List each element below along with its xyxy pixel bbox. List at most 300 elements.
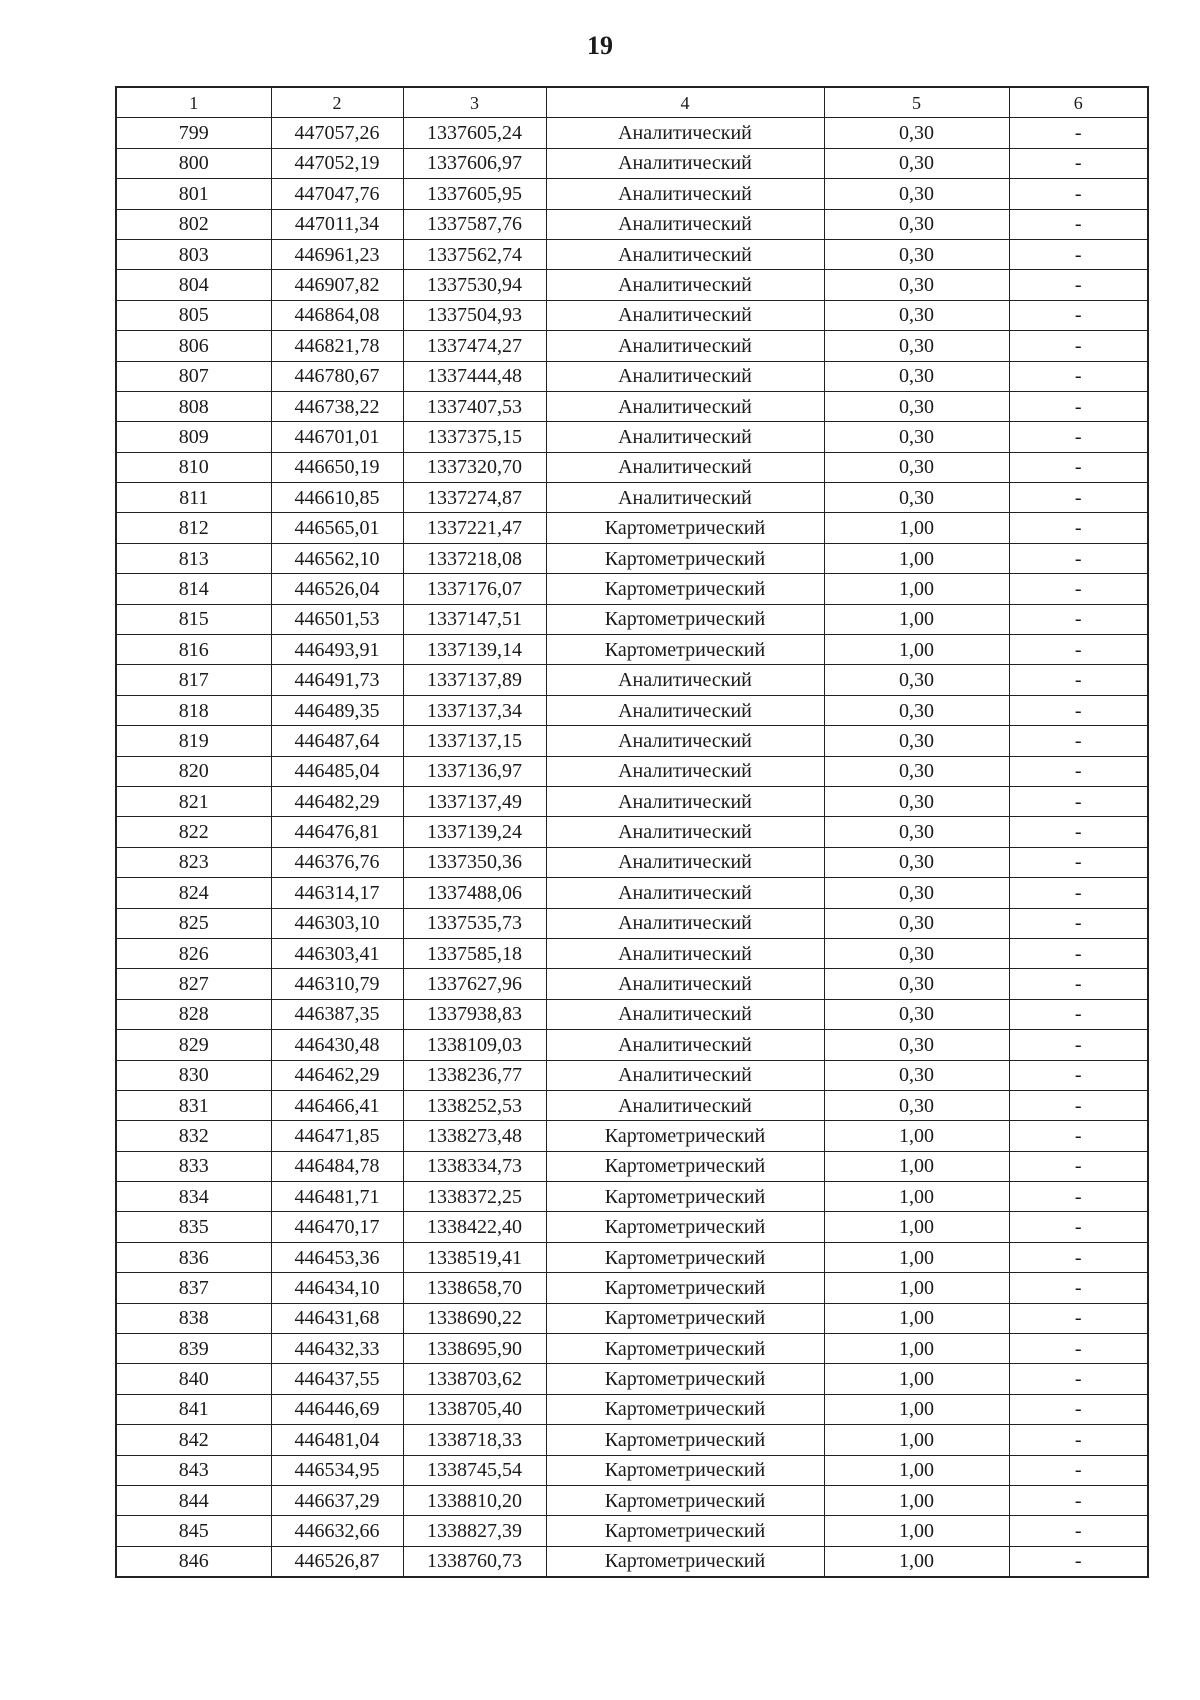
note-cell: - bbox=[1009, 938, 1148, 968]
point-number-cell: 821 bbox=[116, 786, 271, 816]
table-row bbox=[116, 1273, 1148, 1303]
accuracy-cell: 1,00 bbox=[824, 1485, 1009, 1515]
method-cell: Аналитический bbox=[546, 270, 824, 300]
accuracy-cell: 1,00 bbox=[824, 1151, 1009, 1181]
point-number-cell: 813 bbox=[116, 543, 271, 573]
table-row bbox=[116, 1242, 1148, 1272]
accuracy-cell: 0,30 bbox=[824, 1060, 1009, 1090]
y-coordinate-cell: 1338519,41 bbox=[403, 1242, 546, 1272]
table-row bbox=[116, 1090, 1148, 1120]
note-cell: - bbox=[1009, 483, 1148, 513]
point-number-cell: 820 bbox=[116, 756, 271, 786]
note-cell: - bbox=[1009, 209, 1148, 239]
method-cell: Аналитический bbox=[546, 331, 824, 361]
note-cell: - bbox=[1009, 1030, 1148, 1060]
point-number-cell: 834 bbox=[116, 1182, 271, 1212]
point-number-cell: 808 bbox=[116, 391, 271, 421]
x-coordinate-cell: 446526,87 bbox=[271, 1546, 403, 1577]
note-cell: - bbox=[1009, 665, 1148, 695]
x-coordinate-cell: 446701,01 bbox=[271, 422, 403, 452]
y-coordinate-cell: 1337488,06 bbox=[403, 878, 546, 908]
accuracy-cell: 1,00 bbox=[824, 1425, 1009, 1455]
table-row bbox=[116, 665, 1148, 695]
accuracy-cell: 0,30 bbox=[824, 118, 1009, 148]
x-coordinate-cell: 446526,04 bbox=[271, 574, 403, 604]
point-number-cell: 846 bbox=[116, 1546, 271, 1577]
x-coordinate-cell: 446821,78 bbox=[271, 331, 403, 361]
accuracy-cell: 1,00 bbox=[824, 635, 1009, 665]
accuracy-cell: 0,30 bbox=[824, 908, 1009, 938]
y-coordinate-cell: 1338334,73 bbox=[403, 1151, 546, 1181]
accuracy-cell: 0,30 bbox=[824, 331, 1009, 361]
accuracy-cell: 1,00 bbox=[824, 574, 1009, 604]
note-cell: - bbox=[1009, 1060, 1148, 1090]
x-coordinate-cell: 446489,35 bbox=[271, 695, 403, 725]
table-row bbox=[116, 938, 1148, 968]
method-cell: Аналитический bbox=[546, 726, 824, 756]
note-cell: - bbox=[1009, 786, 1148, 816]
table-row bbox=[116, 1546, 1148, 1577]
y-coordinate-cell: 1338422,40 bbox=[403, 1212, 546, 1242]
method-cell: Картометрический bbox=[546, 1546, 824, 1577]
point-number-cell: 833 bbox=[116, 1151, 271, 1181]
method-cell: Картометрический bbox=[546, 1455, 824, 1485]
table-row bbox=[116, 239, 1148, 269]
x-coordinate-cell: 446376,76 bbox=[271, 847, 403, 877]
method-cell: Картометрический bbox=[546, 1151, 824, 1181]
point-number-cell: 830 bbox=[116, 1060, 271, 1090]
x-coordinate-cell: 446481,71 bbox=[271, 1182, 403, 1212]
x-coordinate-cell: 446303,41 bbox=[271, 938, 403, 968]
accuracy-cell: 0,30 bbox=[824, 422, 1009, 452]
point-number-cell: 818 bbox=[116, 695, 271, 725]
y-coordinate-cell: 1337407,53 bbox=[403, 391, 546, 421]
table-row bbox=[116, 1394, 1148, 1424]
note-cell: - bbox=[1009, 756, 1148, 786]
note-cell: - bbox=[1009, 148, 1148, 178]
table-row bbox=[116, 513, 1148, 543]
table-row bbox=[116, 635, 1148, 665]
point-number-cell: 822 bbox=[116, 817, 271, 847]
method-cell: Аналитический bbox=[546, 361, 824, 391]
point-number-cell: 835 bbox=[116, 1212, 271, 1242]
x-coordinate-cell: 446610,85 bbox=[271, 483, 403, 513]
y-coordinate-cell: 1338658,70 bbox=[403, 1273, 546, 1303]
point-number-cell: 810 bbox=[116, 452, 271, 482]
point-number-cell: 824 bbox=[116, 878, 271, 908]
accuracy-cell: 1,00 bbox=[824, 1303, 1009, 1333]
x-coordinate-cell: 446430,48 bbox=[271, 1030, 403, 1060]
accuracy-cell: 0,30 bbox=[824, 786, 1009, 816]
method-cell: Картометрический bbox=[546, 1425, 824, 1455]
method-cell: Аналитический bbox=[546, 239, 824, 269]
method-cell: Картометрический bbox=[546, 1516, 824, 1546]
y-coordinate-cell: 1337350,36 bbox=[403, 847, 546, 877]
y-coordinate-cell: 1337137,89 bbox=[403, 665, 546, 695]
point-number-cell: 845 bbox=[116, 1516, 271, 1546]
note-cell: - bbox=[1009, 1121, 1148, 1151]
point-number-cell: 829 bbox=[116, 1030, 271, 1060]
table-row bbox=[116, 999, 1148, 1029]
accuracy-cell: 0,30 bbox=[824, 391, 1009, 421]
method-cell: Картометрический bbox=[546, 1242, 824, 1272]
method-cell: Картометрический bbox=[546, 1212, 824, 1242]
y-coordinate-cell: 1337605,24 bbox=[403, 118, 546, 148]
x-coordinate-cell: 446565,01 bbox=[271, 513, 403, 543]
note-cell: - bbox=[1009, 1455, 1148, 1485]
method-cell: Картометрический bbox=[546, 1394, 824, 1424]
accuracy-cell: 0,30 bbox=[824, 665, 1009, 695]
point-number-cell: 840 bbox=[116, 1364, 271, 1394]
note-cell: - bbox=[1009, 300, 1148, 330]
x-coordinate-cell: 446431,68 bbox=[271, 1303, 403, 1333]
accuracy-cell: 0,30 bbox=[824, 179, 1009, 209]
method-cell: Аналитический bbox=[546, 969, 824, 999]
y-coordinate-cell: 1337375,15 bbox=[403, 422, 546, 452]
y-coordinate-cell: 1337136,97 bbox=[403, 756, 546, 786]
x-coordinate-cell: 446632,66 bbox=[271, 1516, 403, 1546]
table-row bbox=[116, 574, 1148, 604]
note-cell: - bbox=[1009, 1394, 1148, 1424]
note-cell: - bbox=[1009, 331, 1148, 361]
accuracy-cell: 1,00 bbox=[824, 1273, 1009, 1303]
y-coordinate-cell: 1338827,39 bbox=[403, 1516, 546, 1546]
accuracy-cell: 1,00 bbox=[824, 1546, 1009, 1577]
note-cell: - bbox=[1009, 1425, 1148, 1455]
point-number-cell: 801 bbox=[116, 179, 271, 209]
point-number-cell: 803 bbox=[116, 239, 271, 269]
note-cell: - bbox=[1009, 391, 1148, 421]
column-header-1: 1 bbox=[116, 87, 271, 118]
table-row bbox=[116, 756, 1148, 786]
note-cell: - bbox=[1009, 1303, 1148, 1333]
method-cell: Аналитический bbox=[546, 756, 824, 786]
y-coordinate-cell: 1338273,48 bbox=[403, 1121, 546, 1151]
table-row bbox=[116, 483, 1148, 513]
accuracy-cell: 0,30 bbox=[824, 999, 1009, 1029]
point-number-cell: 841 bbox=[116, 1394, 271, 1424]
note-cell: - bbox=[1009, 422, 1148, 452]
table-row bbox=[116, 1425, 1148, 1455]
column-header-3: 3 bbox=[403, 87, 546, 118]
y-coordinate-cell: 1338760,73 bbox=[403, 1546, 546, 1577]
point-number-cell: 843 bbox=[116, 1455, 271, 1485]
note-cell: - bbox=[1009, 1151, 1148, 1181]
note-cell: - bbox=[1009, 726, 1148, 756]
method-cell: Аналитический bbox=[546, 422, 824, 452]
y-coordinate-cell: 1337504,93 bbox=[403, 300, 546, 330]
point-number-cell: 800 bbox=[116, 148, 271, 178]
x-coordinate-cell: 447047,76 bbox=[271, 179, 403, 209]
point-number-cell: 811 bbox=[116, 483, 271, 513]
table-row bbox=[116, 543, 1148, 573]
accuracy-cell: 1,00 bbox=[824, 1394, 1009, 1424]
method-cell: Картометрический bbox=[546, 1485, 824, 1515]
note-cell: - bbox=[1009, 1090, 1148, 1120]
method-cell: Картометрический bbox=[546, 1121, 824, 1151]
table-row bbox=[116, 878, 1148, 908]
point-number-cell: 839 bbox=[116, 1334, 271, 1364]
x-coordinate-cell: 446487,64 bbox=[271, 726, 403, 756]
table-header bbox=[116, 87, 1148, 118]
method-cell: Картометрический bbox=[546, 635, 824, 665]
method-cell: Аналитический bbox=[546, 483, 824, 513]
method-cell: Аналитический bbox=[546, 300, 824, 330]
accuracy-cell: 1,00 bbox=[824, 1334, 1009, 1364]
accuracy-cell: 1,00 bbox=[824, 1121, 1009, 1151]
accuracy-cell: 0,30 bbox=[824, 209, 1009, 239]
note-cell: - bbox=[1009, 452, 1148, 482]
method-cell: Аналитический bbox=[546, 908, 824, 938]
accuracy-cell: 1,00 bbox=[824, 1364, 1009, 1394]
x-coordinate-cell: 446453,36 bbox=[271, 1242, 403, 1272]
note-cell: - bbox=[1009, 817, 1148, 847]
y-coordinate-cell: 1337605,95 bbox=[403, 179, 546, 209]
accuracy-cell: 0,30 bbox=[824, 1090, 1009, 1120]
table-row bbox=[116, 726, 1148, 756]
y-coordinate-cell: 1338703,62 bbox=[403, 1364, 546, 1394]
point-number-cell: 812 bbox=[116, 513, 271, 543]
y-coordinate-cell: 1338690,22 bbox=[403, 1303, 546, 1333]
y-coordinate-cell: 1337530,94 bbox=[403, 270, 546, 300]
note-cell: - bbox=[1009, 270, 1148, 300]
note-cell: - bbox=[1009, 1212, 1148, 1242]
method-cell: Картометрический bbox=[546, 1334, 824, 1364]
method-cell: Аналитический bbox=[546, 817, 824, 847]
method-cell: Аналитический bbox=[546, 452, 824, 482]
point-number-cell: 817 bbox=[116, 665, 271, 695]
accuracy-cell: 1,00 bbox=[824, 604, 1009, 634]
note-cell: - bbox=[1009, 969, 1148, 999]
table-row bbox=[116, 1485, 1148, 1515]
y-coordinate-cell: 1338705,40 bbox=[403, 1394, 546, 1424]
note-cell: - bbox=[1009, 513, 1148, 543]
accuracy-cell: 1,00 bbox=[824, 1242, 1009, 1272]
accuracy-cell: 0,30 bbox=[824, 969, 1009, 999]
y-coordinate-cell: 1338109,03 bbox=[403, 1030, 546, 1060]
y-coordinate-cell: 1337137,49 bbox=[403, 786, 546, 816]
method-cell: Аналитический bbox=[546, 209, 824, 239]
x-coordinate-cell: 446437,55 bbox=[271, 1364, 403, 1394]
x-coordinate-cell: 446485,04 bbox=[271, 756, 403, 786]
y-coordinate-cell: 1338252,53 bbox=[403, 1090, 546, 1120]
method-cell: Аналитический bbox=[546, 878, 824, 908]
point-number-cell: 802 bbox=[116, 209, 271, 239]
column-header-6: 6 bbox=[1009, 87, 1148, 118]
note-cell: - bbox=[1009, 239, 1148, 269]
x-coordinate-cell: 446432,33 bbox=[271, 1334, 403, 1364]
x-coordinate-cell: 446434,10 bbox=[271, 1273, 403, 1303]
accuracy-cell: 0,30 bbox=[824, 148, 1009, 178]
accuracy-cell: 0,30 bbox=[824, 847, 1009, 877]
method-cell: Аналитический bbox=[546, 118, 824, 148]
x-coordinate-cell: 446650,19 bbox=[271, 452, 403, 482]
method-cell: Аналитический bbox=[546, 391, 824, 421]
note-cell: - bbox=[1009, 908, 1148, 938]
x-coordinate-cell: 446314,17 bbox=[271, 878, 403, 908]
y-coordinate-cell: 1337562,74 bbox=[403, 239, 546, 269]
note-cell: - bbox=[1009, 635, 1148, 665]
table-row bbox=[116, 1182, 1148, 1212]
accuracy-cell: 0,30 bbox=[824, 483, 1009, 513]
table-row bbox=[116, 1121, 1148, 1151]
accuracy-cell: 0,30 bbox=[824, 817, 1009, 847]
method-cell: Аналитический bbox=[546, 1030, 824, 1060]
method-cell: Аналитический bbox=[546, 1060, 824, 1090]
y-coordinate-cell: 1337218,08 bbox=[403, 543, 546, 573]
y-coordinate-cell: 1337474,27 bbox=[403, 331, 546, 361]
table-row bbox=[116, 1303, 1148, 1333]
accuracy-cell: 1,00 bbox=[824, 1182, 1009, 1212]
accuracy-cell: 0,30 bbox=[824, 452, 1009, 482]
y-coordinate-cell: 1337176,07 bbox=[403, 574, 546, 604]
x-coordinate-cell: 446961,23 bbox=[271, 239, 403, 269]
y-coordinate-cell: 1337139,24 bbox=[403, 817, 546, 847]
table-row bbox=[116, 1516, 1148, 1546]
table-body bbox=[116, 118, 1148, 1577]
note-cell: - bbox=[1009, 1546, 1148, 1577]
table-row bbox=[116, 817, 1148, 847]
method-cell: Аналитический bbox=[546, 179, 824, 209]
table-row bbox=[116, 270, 1148, 300]
y-coordinate-cell: 1337938,83 bbox=[403, 999, 546, 1029]
x-coordinate-cell: 446491,73 bbox=[271, 665, 403, 695]
x-coordinate-cell: 446462,29 bbox=[271, 1060, 403, 1090]
table-row bbox=[116, 1060, 1148, 1090]
x-coordinate-cell: 447057,26 bbox=[271, 118, 403, 148]
x-coordinate-cell: 446466,41 bbox=[271, 1090, 403, 1120]
point-number-cell: 827 bbox=[116, 969, 271, 999]
method-cell: Картометрический bbox=[546, 574, 824, 604]
note-cell: - bbox=[1009, 999, 1148, 1029]
x-coordinate-cell: 446446,69 bbox=[271, 1394, 403, 1424]
x-coordinate-cell: 447052,19 bbox=[271, 148, 403, 178]
y-coordinate-cell: 1337320,70 bbox=[403, 452, 546, 482]
method-cell: Аналитический bbox=[546, 1090, 824, 1120]
x-coordinate-cell: 446534,95 bbox=[271, 1455, 403, 1485]
accuracy-cell: 0,30 bbox=[824, 695, 1009, 725]
x-coordinate-cell: 446501,53 bbox=[271, 604, 403, 634]
y-coordinate-cell: 1337274,87 bbox=[403, 483, 546, 513]
table-row bbox=[116, 1030, 1148, 1060]
method-cell: Аналитический bbox=[546, 938, 824, 968]
y-coordinate-cell: 1337535,73 bbox=[403, 908, 546, 938]
method-cell: Аналитический bbox=[546, 695, 824, 725]
method-cell: Картометрический bbox=[546, 1182, 824, 1212]
y-coordinate-cell: 1337627,96 bbox=[403, 969, 546, 999]
note-cell: - bbox=[1009, 847, 1148, 877]
accuracy-cell: 0,30 bbox=[824, 726, 1009, 756]
note-cell: - bbox=[1009, 361, 1148, 391]
note-cell: - bbox=[1009, 1364, 1148, 1394]
x-coordinate-cell: 446493,91 bbox=[271, 635, 403, 665]
note-cell: - bbox=[1009, 695, 1148, 725]
accuracy-cell: 1,00 bbox=[824, 1516, 1009, 1546]
y-coordinate-cell: 1337585,18 bbox=[403, 938, 546, 968]
table-row bbox=[116, 209, 1148, 239]
point-number-cell: 809 bbox=[116, 422, 271, 452]
table-row bbox=[116, 391, 1148, 421]
method-cell: Картометрический bbox=[546, 1273, 824, 1303]
accuracy-cell: 1,00 bbox=[824, 513, 1009, 543]
table-row bbox=[116, 452, 1148, 482]
x-coordinate-cell: 446481,04 bbox=[271, 1425, 403, 1455]
y-coordinate-cell: 1338718,33 bbox=[403, 1425, 546, 1455]
coordinates-table bbox=[115, 86, 1149, 1578]
accuracy-cell: 0,30 bbox=[824, 878, 1009, 908]
note-cell: - bbox=[1009, 1273, 1148, 1303]
x-coordinate-cell: 446303,10 bbox=[271, 908, 403, 938]
method-cell: Аналитический bbox=[546, 786, 824, 816]
table-row bbox=[116, 148, 1148, 178]
accuracy-cell: 1,00 bbox=[824, 1212, 1009, 1242]
method-cell: Аналитический bbox=[546, 148, 824, 178]
table-row bbox=[116, 300, 1148, 330]
point-number-cell: 807 bbox=[116, 361, 271, 391]
x-coordinate-cell: 446476,81 bbox=[271, 817, 403, 847]
method-cell: Картометрический bbox=[546, 543, 824, 573]
y-coordinate-cell: 1338810,20 bbox=[403, 1485, 546, 1515]
y-coordinate-cell: 1337444,48 bbox=[403, 361, 546, 391]
point-number-cell: 804 bbox=[116, 270, 271, 300]
method-cell: Картометрический bbox=[546, 513, 824, 543]
point-number-cell: 814 bbox=[116, 574, 271, 604]
point-number-cell: 825 bbox=[116, 908, 271, 938]
x-coordinate-cell: 446484,78 bbox=[271, 1151, 403, 1181]
table-row bbox=[116, 1151, 1148, 1181]
column-header-2: 2 bbox=[271, 87, 403, 118]
y-coordinate-cell: 1337587,76 bbox=[403, 209, 546, 239]
note-cell: - bbox=[1009, 878, 1148, 908]
y-coordinate-cell: 1337606,97 bbox=[403, 148, 546, 178]
method-cell: Аналитический bbox=[546, 847, 824, 877]
accuracy-cell: 1,00 bbox=[824, 543, 1009, 573]
point-number-cell: 836 bbox=[116, 1242, 271, 1272]
point-number-cell: 806 bbox=[116, 331, 271, 361]
x-coordinate-cell: 446780,67 bbox=[271, 361, 403, 391]
table-row bbox=[116, 361, 1148, 391]
x-coordinate-cell: 446738,22 bbox=[271, 391, 403, 421]
note-cell: - bbox=[1009, 574, 1148, 604]
note-cell: - bbox=[1009, 543, 1148, 573]
point-number-cell: 823 bbox=[116, 847, 271, 877]
point-number-cell: 828 bbox=[116, 999, 271, 1029]
accuracy-cell: 0,30 bbox=[824, 756, 1009, 786]
table-row bbox=[116, 118, 1148, 148]
accuracy-cell: 0,30 bbox=[824, 270, 1009, 300]
note-cell: - bbox=[1009, 1334, 1148, 1364]
table-row bbox=[116, 786, 1148, 816]
table-row bbox=[116, 1334, 1148, 1364]
table-row bbox=[116, 1364, 1148, 1394]
accuracy-cell: 0,30 bbox=[824, 938, 1009, 968]
y-coordinate-cell: 1337137,34 bbox=[403, 695, 546, 725]
x-coordinate-cell: 446471,85 bbox=[271, 1121, 403, 1151]
x-coordinate-cell: 446482,29 bbox=[271, 786, 403, 816]
table-row bbox=[116, 1212, 1148, 1242]
column-header-4: 4 bbox=[546, 87, 824, 118]
x-coordinate-cell: 447011,34 bbox=[271, 209, 403, 239]
y-coordinate-cell: 1337147,51 bbox=[403, 604, 546, 634]
point-number-cell: 837 bbox=[116, 1273, 271, 1303]
point-number-cell: 842 bbox=[116, 1425, 271, 1455]
point-number-cell: 805 bbox=[116, 300, 271, 330]
note-cell: - bbox=[1009, 1242, 1148, 1272]
accuracy-cell: 1,00 bbox=[824, 1455, 1009, 1485]
note-cell: - bbox=[1009, 118, 1148, 148]
point-number-cell: 819 bbox=[116, 726, 271, 756]
y-coordinate-cell: 1337139,14 bbox=[403, 635, 546, 665]
